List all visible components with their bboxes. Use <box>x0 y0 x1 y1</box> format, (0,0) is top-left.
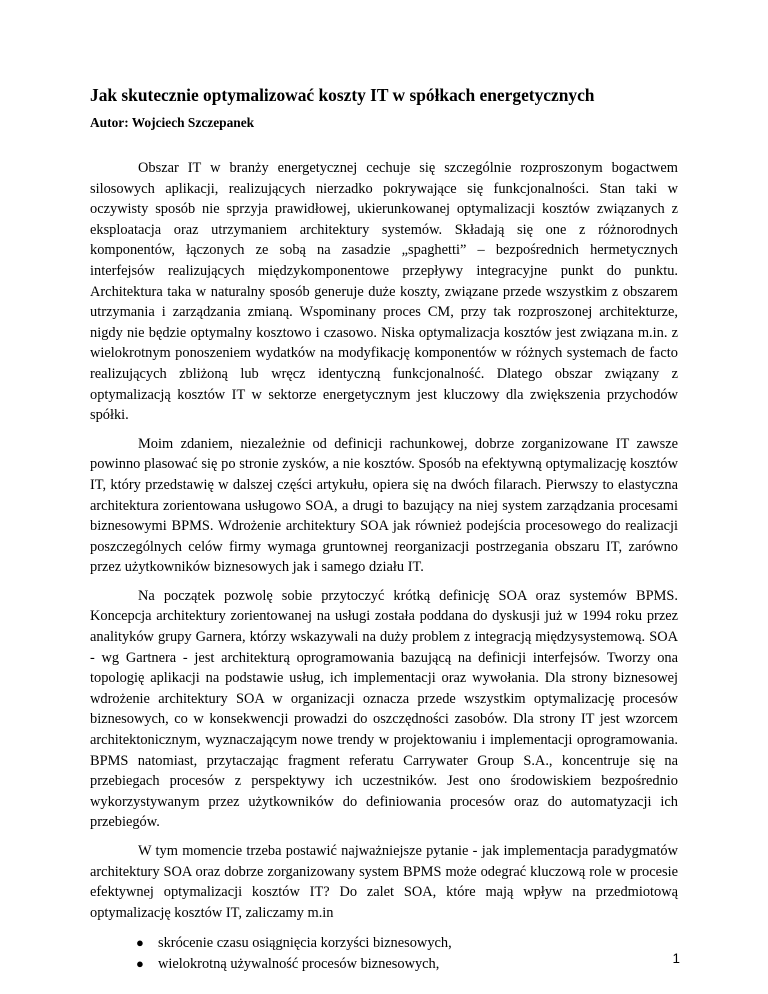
document-title: Jak skutecznie optymalizować koszty IT w spółkach energetycznych <box>90 85 595 105</box>
page-number: 1 <box>672 951 680 966</box>
list-item-text: wielokrotną używalność procesów biznesowych, <box>158 955 440 972</box>
bullet-icon: ● <box>136 935 144 951</box>
paragraph: Obszar IT w branży energetycznej cechuje się szczególnie rozproszonym bogactwem silosowych aplikacji, realizujących nierzadko pokrywające się funkcjonalności. Stan taki w oczywisty sposób nie sprzyja prawidłowej, ukierunkowanej optymalizacji kosztów związanych z eksploatacja oraz utrzymaniem architektury systemów. Składają się one z różnorodnych komponentów, łączonych ze sobą na zasadzie „spaghetti” – bezpośrednich hermetycznych interfejsów realizujących międzykomponentowe przepływy integracyjne punkt do punktu. Architektura taka w naturalny sposób generuje duże koszty, związane przede wszystkim z obszarem utrzymania i zarządzania zmianą. Wspominany proces CM, przy tak rozproszonej architekturze, nigdy nie będzie optymalny kosztowo i czasowo. Niska optymalizacja kosztów jest związana m.in. z wielokrotnym ponoszeniem wydatków na modyfikację komponentów w różnych systemach de facto realizujących zbliżoną lub wręcz identyczną funkcjonalność. Dlatego obszar związany z optymalizacją kosztów IT w sektorze energetycznym jest kluczowy dla zwiększenia przychodów spółki. <box>90 160 678 424</box>
paragraph: W tym momencie trzeba postawić najważniejsze pytanie - jak implementacja paradygmatów architektury SOA oraz dobrze zorganizowany system BPMS może odegrać kluczową role w procesie efektywnej optymalizacji kosztów IT? Do zalet SOA, które mają wpływ na przedmiotową optymalizację kosztów IT, zaliczamy m.in <box>90 843 678 921</box>
document-author: Autor: Wojciech Szczepanek <box>90 115 255 130</box>
document-page <box>90 84 678 975</box>
bullet-icon: ● <box>136 955 144 971</box>
list-item <box>136 933 678 954</box>
paragraph: Na początek pozwolę sobie przytoczyć krótką definicję SOA oraz systemów BPMS. Koncepcja architektury zorientowanej na usługi została poddana do dyskusji już w 1994 roku przez analityków grupy Garnera, którzy wskazywali na duży problem z integracją międzysystemową. SOA - wg Gartnera - jest architekturą oprogramowania bazującą na definicji interfejsów. Tworzy ona topologię aplikacji na podstawie usług, ich implementacji oraz wywołania. Dla strony biznesowej wdrożenie architektury SOA w organizacji oznacza przede wszystkim optymalizację procesów biznesowych, co w konsekwencji prowadzi do oszczędności zasobów. Dla strony IT jest wzorcem architektonicznym, wyznaczającym nowe trendy w projektowaniu i implementacji oprogramowania. BPMS natomiast, przytaczając fragment referatu Carrywater Group S.A., koncentruje się na przebiegach procesów z perspektywy ich uczestników. Jest ono środowiskiem bezpośrednio wykorzystywanym przez użytkowników do definiowania procesów oraz do automatyzacji ich przebiegów. <box>90 587 678 831</box>
bullet-list <box>90 933 678 974</box>
list-item <box>136 954 678 975</box>
list-item-text: skrócenie czasu osiągnięcia korzyści biznesowych, <box>158 935 452 952</box>
paragraph: Moim zdaniem, niezależnie od definicji rachunkowej, dobrze zorganizowane IT zawsze powinno plasować się po stronie zysków, a nie kosztów. Sposób na efektywną optymalizację kosztów IT, który przedstawię w dalszej części artykułu, opiera się na dwóch filarach. Pierwszy to elastyczna architektura zorientowana usługowo SOA, a drugi to bazujący na niej system zarządzania procesami biznesowymi BPMS. Wdrożenie architektury SOA jak również podejścia procesowego do realizacji poszczególnych celów firmy wymaga gruntownej reorganizacji postrzegania obszaru IT, zarówno przez użytkowników biznesowych jak i samego działu IT. <box>90 435 678 576</box>
